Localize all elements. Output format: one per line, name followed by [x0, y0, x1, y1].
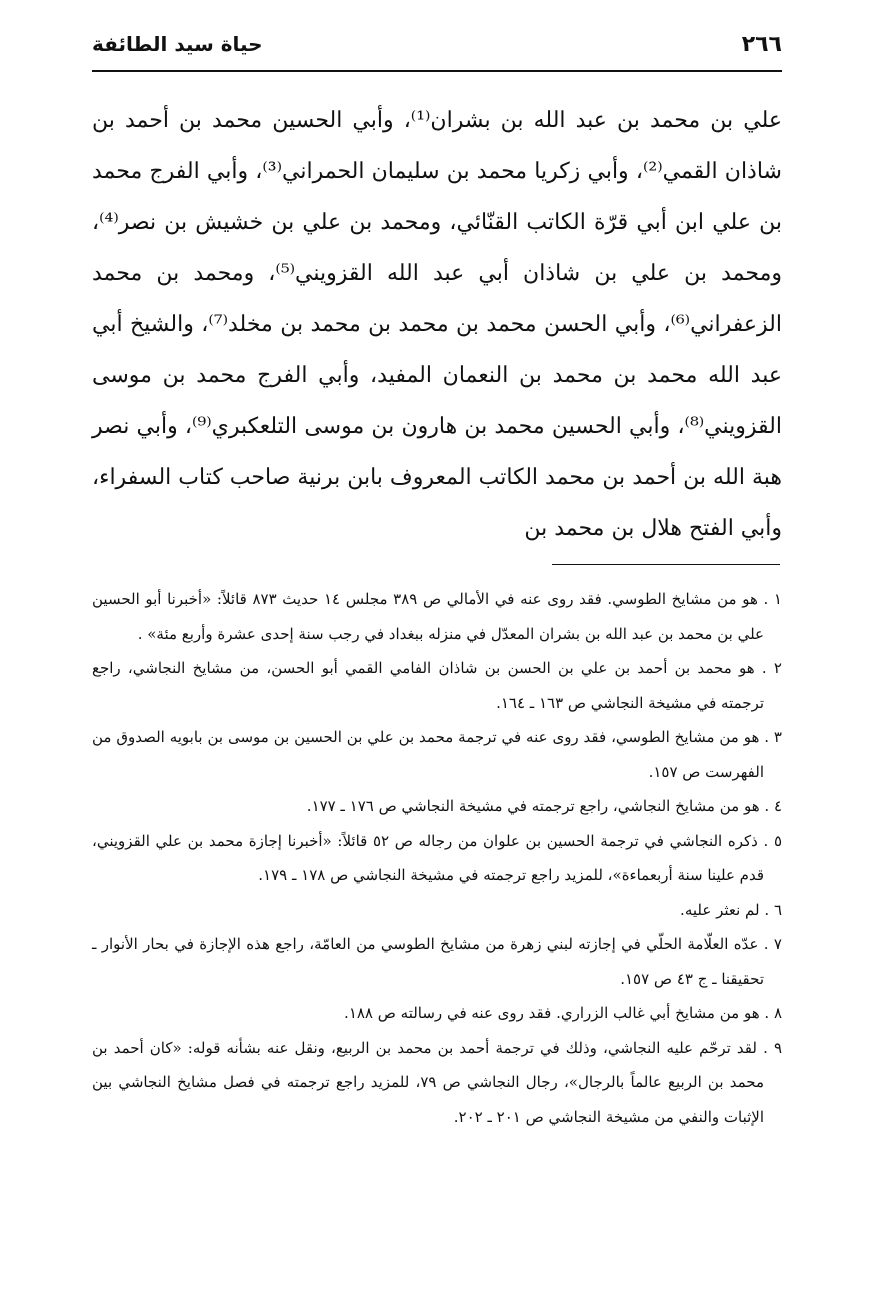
footnote-1	[92, 582, 782, 651]
footnote-2	[92, 651, 782, 720]
footnote-7	[92, 927, 782, 996]
footnote-text: هو من مشايخ أبي غالب الزراري. فقد روى عنه في رسالته ص ١٨٨.	[344, 1004, 760, 1022]
footnote-6	[92, 893, 782, 928]
footnote-divider	[552, 564, 780, 565]
footnote-number: ٨ .	[764, 1004, 782, 1022]
page-number: ٢٦٦	[741, 32, 782, 57]
footnote-text: هو محمد بن أحمد بن علي بن الحسن بن شاذان الفامي القمي أبو الحسن، من مشايخ النجاشي، راجع ترجمته في مشيخة النجاشي ص ١٦٣ ـ ١٦٤.	[92, 659, 764, 712]
footnote-number: ١ .	[763, 590, 782, 608]
footnote-text: لقد ترحّم عليه النجاشي، وذلك في ترجمة أحمد بن محمد بن الربيع، ونقل عنه بشأنه قوله: «كان أحمد بن محمد بن الربيع عالماً بالرجال»، رجال النجاشي ص ٧٩، للمزيد راجع ترجمته في فصل مشايخ النجاشي بين الإثبات والنفي من مشيخة النجاشي ص ٢٠١ ـ ٢٠٢.	[92, 1038, 764, 1126]
footnote-number: ٣ .	[764, 728, 782, 746]
footnote-text: هو من مشايخ الطوسي. فقد روى عنه في الأمالي ص ٣٨٩ مجلس ١٤ حديث ٨٧٣ قائلاً: «أخبرنا أبو الحسين علي بن محمد بن عبد الله بن بشران المعدّل في منزله ببغداد في رجب سنة إحدى عشرة وأربع مئة» .	[92, 590, 764, 643]
footnote-number: ٦ .	[764, 900, 782, 919]
running-title: حياة سيد الطائفة	[92, 32, 263, 56]
footnote-number: ٢ .	[761, 659, 782, 677]
footnote-8	[92, 996, 782, 1031]
footnote-text: لم نعثر عليه.	[680, 900, 760, 919]
page-header	[92, 24, 782, 72]
footnotes-list	[92, 582, 782, 1134]
footnote-text: هو من مشايخ النجاشي، راجع ترجمته في مشيخة النجاشي ص ١٧٦ ـ ١٧٧.	[306, 797, 760, 815]
footnote-number: ٧ .	[763, 935, 782, 953]
footnote-3	[92, 720, 782, 789]
footnote-text: ذكره النجاشي في ترجمة الحسين بن علوان من رجاله ص ٥٢ قائلاً: «أخبرنا إجازة محمد بن علي القزويني، قدم علينا سنة أربعماءة»، للمزيد راجع ترجمته في مشيخة النجاشي ص ١٧٨ ـ ١٧٩.	[92, 831, 764, 884]
footnote-number: ٥ .	[763, 831, 782, 850]
main-paragraph: علي بن محمد بن عبد الله بن بشران⁽¹⁾، وأبي الحسين محمد بن أحمد بن شاذان القمي⁽²⁾، وأبي زكريا محمد بن سليمان الحمراني⁽³⁾، وأبي الفرج محمد بن علي ابن أبي قرّة الكاتب القنّائي، ومحمد بن علي بن خشيش بن نصر⁽⁴⁾، ومحمد بن علي بن شاذان أبي عبد الله القزويني⁽⁵⁾، ومحمد بن محمد الزعفراني⁽⁶⁾، وأبي الحسن محمد بن محمد بن محمد بن مخلد⁽⁷⁾، والشيخ أبي عبد الله محمد بن محمد بن النعمان المفيد، وأبي الفرج محمد بن موسى القزويني⁽⁸⁾، وأبي الحسين محمد بن هارون بن موسى التلعكبري⁽⁹⁾، وأبي نصر هبة الله بن أحمد بن محمد الكاتب المعروف بابن برنية صاحب كتاب السفراء، وأبي الفتح هلال بن محمد بن	[92, 108, 783, 541]
footnote-5	[92, 824, 782, 893]
footnote-9	[92, 1031, 782, 1135]
footnote-number: ٩ .	[763, 1038, 782, 1057]
footnote-text: عدّه العلّامة الحلّي في إجازته لبني زهرة من مشايخ الطوسي من العامّة، راجع هذه الإجازة في بحار الأنوار ـ تحقيقنا ـ ج ٤٣ ص ١٥٧.	[92, 935, 764, 988]
footnote-text: هو من مشايخ الطوسي، فقد روى عنه في ترجمة محمد بن علي بن الحسين بن موسى بن بابويه الصدوق من الفهرست ص ١٥٧.	[92, 728, 764, 781]
footnote-number: ٤ .	[764, 797, 782, 815]
footnote-4	[92, 789, 782, 824]
